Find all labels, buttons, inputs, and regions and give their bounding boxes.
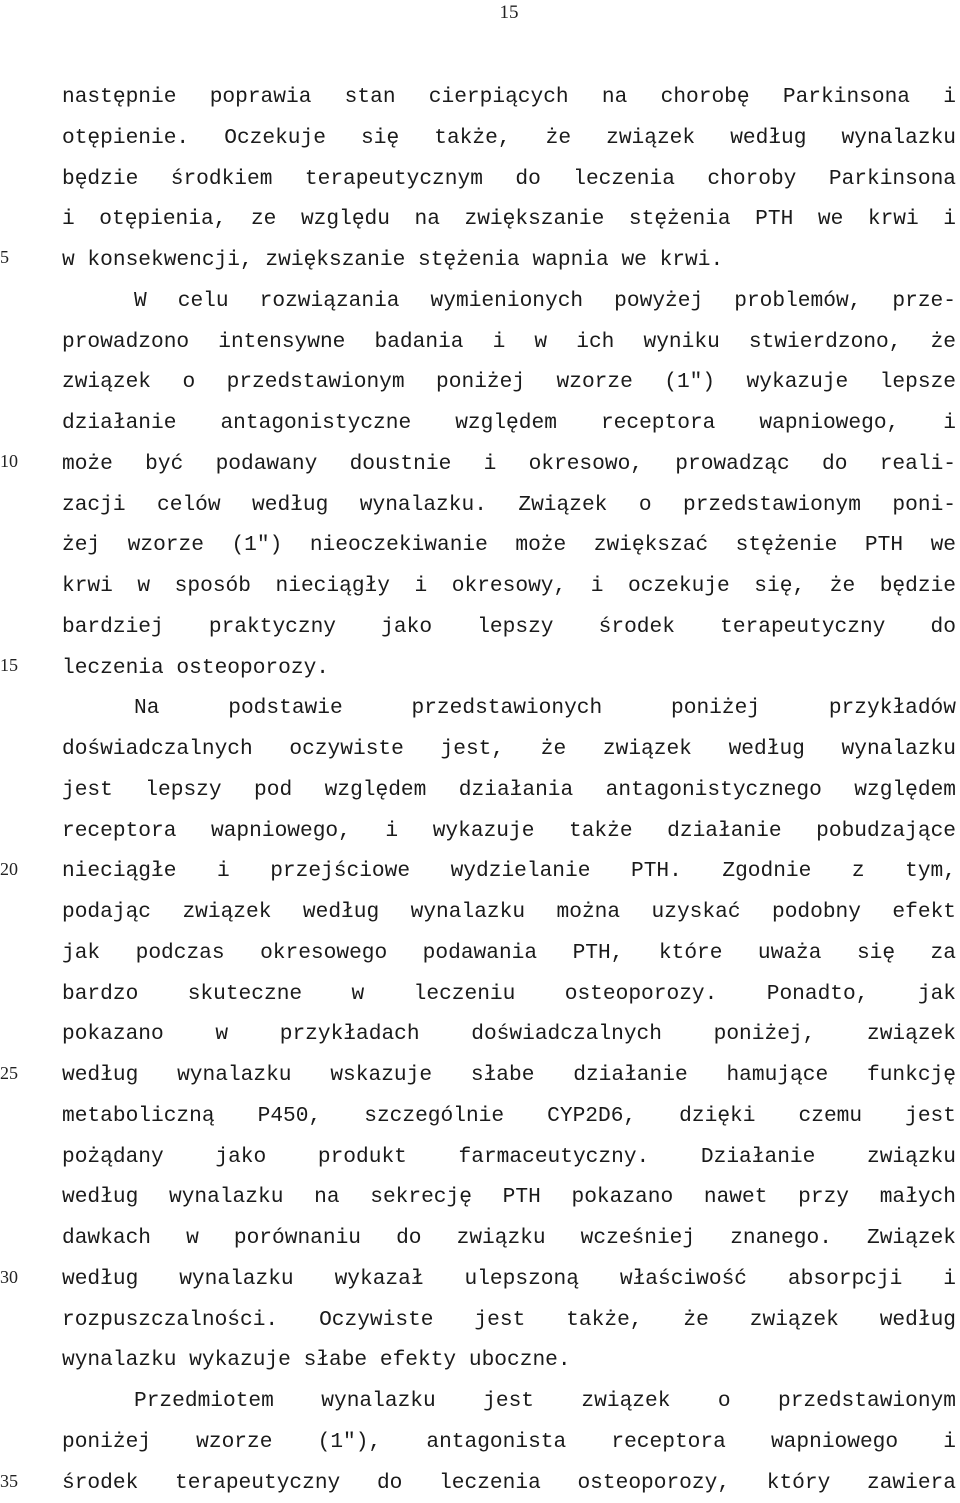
text-line: środek terapeutyczny do leczenia osteoporozy, który zawiera bbox=[62, 1463, 956, 1503]
text-line: rozpuszczalności. Oczywiste jest także, że związek według bbox=[62, 1300, 956, 1341]
text-line: bardzo skuteczne w leczeniu osteoporozy. Ponadto, jak bbox=[62, 974, 956, 1015]
text-line: wynalazku wykazuje słabe efekty uboczne. bbox=[62, 1340, 956, 1381]
text-line: i otępienia, ze względu na zwiększanie stężenia PTH we krwi i bbox=[62, 199, 956, 240]
text-line: może być podawany doustnie i okresowo, prowadząc do reali- bbox=[62, 444, 956, 485]
text-line: w konsekwencji, zwiększanie stężenia wapnia we krwi. bbox=[62, 240, 956, 281]
text-line: poniżej wzorze (1″), antagonista receptora wapniowego i bbox=[62, 1422, 956, 1463]
text-line: W celu rozwiązania wymienionych powyżej problemów, prze- bbox=[62, 281, 956, 322]
line-number: 10 bbox=[0, 451, 48, 472]
line-number: 20 bbox=[0, 859, 48, 880]
text-line: podając związek według wynalazku można uzyskać podobny efekt bbox=[62, 892, 956, 933]
text-line: żej wzorze (1″) nieoczekiwanie może zwiększać stężenie PTH we bbox=[62, 525, 956, 566]
text-line: Przedmiotem wynalazku jest związek o przedstawionym bbox=[62, 1381, 956, 1422]
text-line: związek o przedstawionym poniżej wzorze (1″) wykazuje lepsze bbox=[62, 362, 956, 403]
text-line: pożądany jako produkt farmaceutyczny. Działanie związku bbox=[62, 1137, 956, 1178]
text-line: Na podstawie przedstawionych poniżej przykładów bbox=[62, 688, 956, 729]
text-line: doświadczalnych oczywiste jest, że związek według wynalazku bbox=[62, 729, 956, 770]
line-number: 35 bbox=[0, 1471, 48, 1492]
text-line: według wynalazku wykazał ulepszoną właściwość absorpcji i bbox=[62, 1259, 956, 1300]
text-line: nieciągłe i przejściowe wydzielanie PTH. Zgodnie z tym, bbox=[62, 851, 956, 892]
text-line: receptora wapniowego, i wykazuje także działanie pobudzające bbox=[62, 811, 956, 852]
text-line: dawkach w porównaniu do związku wcześniej znanego. Związek bbox=[62, 1218, 956, 1259]
text-line: metaboliczną P450, szczególnie CYP2D6, dzięki czemu jest bbox=[62, 1096, 956, 1137]
text-line: jest lepszy pod względem działania antagonistycznego względem bbox=[62, 770, 956, 811]
line-number: 30 bbox=[0, 1267, 48, 1288]
text-line: według wynalazku na sekrecję PTH pokazano nawet przy małych bbox=[62, 1177, 956, 1218]
page-number: 15 bbox=[0, 2, 960, 24]
line-number: 15 bbox=[0, 655, 48, 676]
body-text bbox=[62, 77, 956, 1503]
text-line: będzie środkiem terapeutycznym do leczenia choroby Parkinsona bbox=[62, 159, 956, 200]
text-line: następnie poprawia stan cierpiących na chorobę Parkinsona i bbox=[62, 77, 956, 118]
line-number: 5 bbox=[0, 247, 48, 268]
text-line: krwi w sposób nieciągły i okresowy, i oczekuje się, że będzie bbox=[62, 566, 956, 607]
text-line: leczenia osteoporozy. bbox=[62, 648, 956, 689]
text-line: bardziej praktyczny jako lepszy środek terapeutyczny do bbox=[62, 607, 956, 648]
text-line: prowadzono intensywne badania i w ich wyniku stwierdzono, że bbox=[62, 322, 956, 363]
line-number: 25 bbox=[0, 1063, 48, 1084]
text-line: jak podczas okresowego podawania PTH, które uważa się za bbox=[62, 933, 956, 974]
text-line: otępienie. Oczekuje się także, że związek według wynalazku bbox=[62, 118, 956, 159]
text-line: pokazano w przykładach doświadczalnych poniżej, związek bbox=[62, 1014, 956, 1055]
text-line: działanie antagonistyczne względem receptora wapniowego, i bbox=[62, 403, 956, 444]
text-line: według wynalazku wskazuje słabe działanie hamujące funkcję bbox=[62, 1055, 956, 1096]
text-line: zacji celów według wynalazku. Związek o przedstawionym poni- bbox=[62, 485, 956, 526]
